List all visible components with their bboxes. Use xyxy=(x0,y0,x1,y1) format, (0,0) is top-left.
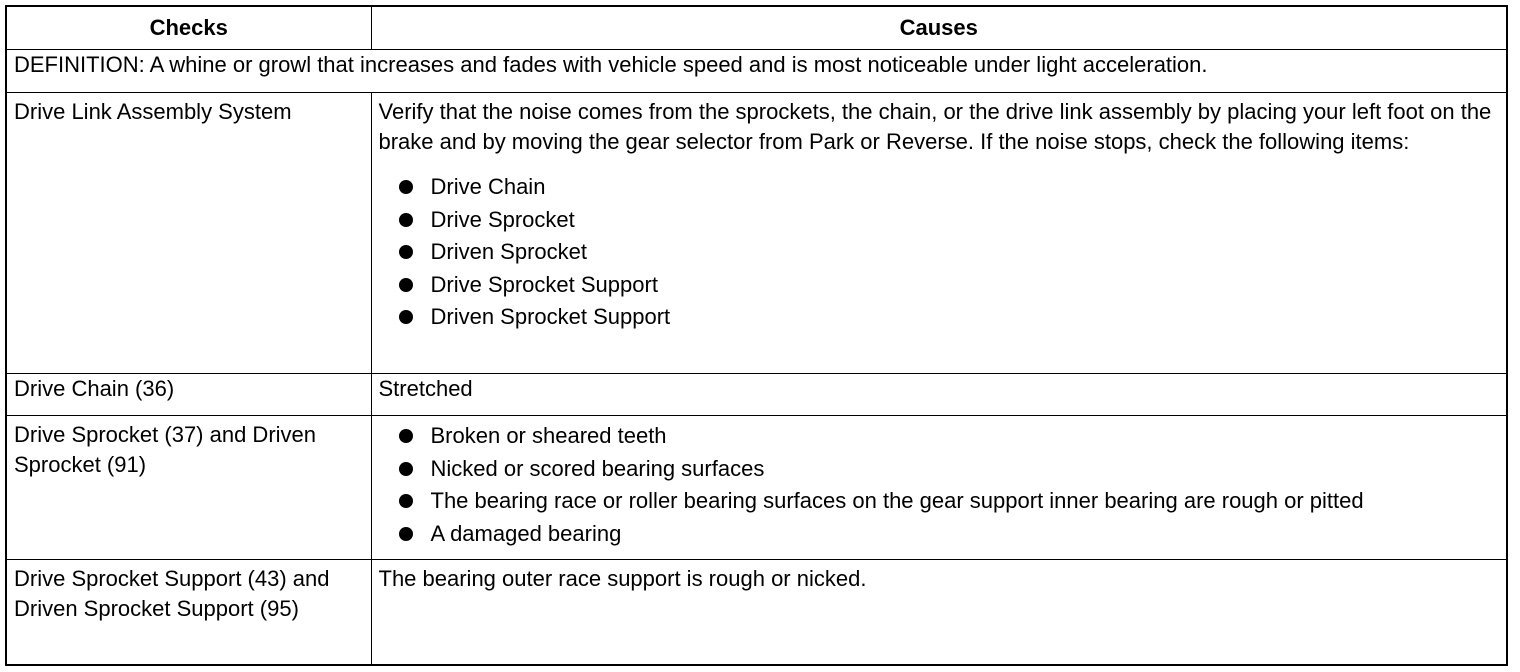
cause-list xyxy=(379,171,1500,334)
check-cell: Drive Link Assembly System xyxy=(6,93,371,374)
list-item: Driven Sprocket xyxy=(399,236,1500,269)
list-item: Nicked or scored bearing surfaces xyxy=(399,453,1500,486)
list-item: The bearing race or roller bearing surfaces on the gear support inner bearing are rough or pitted xyxy=(399,485,1500,518)
diagnostic-table xyxy=(5,5,1508,666)
header-row xyxy=(6,6,1507,50)
list-item: Broken or sheared teeth xyxy=(399,420,1500,453)
list-item: Drive Sprocket Support xyxy=(399,269,1500,302)
table-row xyxy=(6,93,1507,374)
list-item: Driven Sprocket Support xyxy=(399,301,1500,334)
check-cell: Drive Chain (36) xyxy=(6,374,371,416)
definition-row xyxy=(6,50,1507,93)
cause-cell: The bearing outer race support is rough or nicked. xyxy=(371,560,1507,666)
table-row xyxy=(6,374,1507,416)
header-checks: Checks xyxy=(6,6,371,50)
cause-cell xyxy=(371,93,1507,374)
table-row xyxy=(6,416,1507,560)
check-cell: Drive Sprocket (37) and Driven Sprocket (91) xyxy=(6,416,371,560)
list-item: Drive Chain xyxy=(399,171,1500,204)
cause-intro: Verify that the noise comes from the sprockets, the chain, or the drive link assembly by placing your left foot on the brake and by moving the gear selector from Park or Reverse. If the noise stops, check the following items: xyxy=(378,99,1492,154)
list-item: A damaged bearing xyxy=(399,518,1500,551)
cause-cell: Stretched xyxy=(371,374,1507,416)
check-cell: Drive Sprocket Support (43) and Driven Sprocket Support (95) xyxy=(6,560,371,666)
table-row xyxy=(6,560,1507,666)
definition-text: DEFINITION: A whine or growl that increases and fades with vehicle speed and is most noticeable under light acceleration. xyxy=(6,50,1507,93)
cause-cell xyxy=(371,416,1507,560)
header-causes: Causes xyxy=(371,6,1507,50)
cause-list xyxy=(379,420,1500,550)
list-item: Drive Sprocket xyxy=(399,204,1500,237)
